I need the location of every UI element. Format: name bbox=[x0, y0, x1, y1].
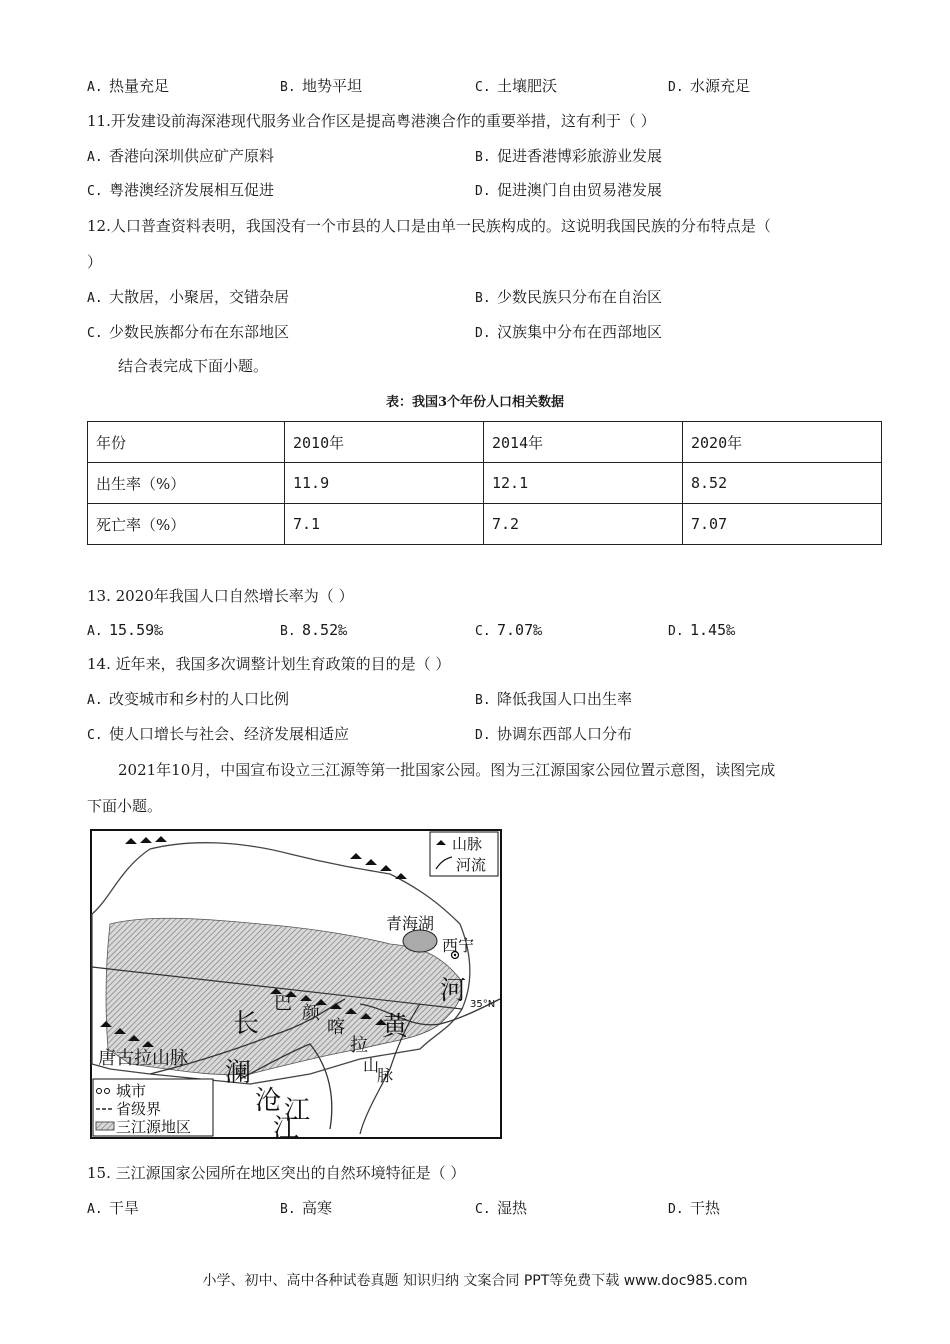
label-lancang-2: 沧 bbox=[255, 1086, 282, 1116]
q10-option-b: B. 地势平坦 bbox=[280, 77, 363, 95]
q11-option-a: A. 香港向深圳供应矿产原料 bbox=[87, 147, 275, 165]
label-bayankala: 山 bbox=[363, 1056, 380, 1075]
q10-option-d: D. 水源充足 bbox=[668, 77, 751, 95]
q11-stem: 11.开发建设前海深港现代服务业合作区是提高粤港澳合作的重要举措，这有利于（ ） bbox=[87, 112, 656, 130]
legend-region-label: 三江源地区 bbox=[116, 1118, 192, 1136]
table-caption: 表：我国3个年份人口相关数据 bbox=[385, 395, 565, 410]
q13-option-c: C. 7.07‰ bbox=[475, 621, 543, 639]
q10-option-a: A. 热量充足 bbox=[87, 77, 170, 95]
label-yangtze-2: 江 bbox=[284, 1096, 311, 1126]
label-bayankala: 颜 bbox=[302, 1003, 320, 1024]
map-intro-cont: 下面小题。 bbox=[87, 797, 163, 815]
q15-option-b: B. 高寒 bbox=[280, 1199, 333, 1217]
q12-option-c: C. 少数民族都分布在东部地区 bbox=[87, 323, 290, 341]
table-cell: 11.9 bbox=[285, 463, 484, 504]
label-xining: 西宁 bbox=[442, 936, 475, 955]
q15-option-d: D. 干热 bbox=[668, 1199, 721, 1217]
qinghai-lake bbox=[403, 930, 437, 952]
label-bayankala: 拉 bbox=[350, 1035, 368, 1056]
legend-mountain-label: 山脉 bbox=[452, 835, 483, 853]
region-legend-icon bbox=[96, 1122, 114, 1130]
header-cell: 2010年 bbox=[285, 422, 484, 463]
map-intro: 2021年10月，中国宣布设立三江源等第一批国家公园。图为三江源国家公园位置示意图，读图完成 bbox=[118, 761, 776, 779]
table-intro: 结合表完成下面小题。 bbox=[118, 357, 269, 375]
sanjiangyuan-map bbox=[90, 829, 502, 1139]
q15-stem: 15. 三江源国家公园所在地区突出的自然环境特征是（ ） bbox=[87, 1164, 466, 1182]
label-yellow-1: 黄 bbox=[382, 1012, 409, 1042]
row-label: 死亡率（%） bbox=[88, 504, 285, 545]
q12-option-b: B. 少数民族只分布在自治区 bbox=[475, 288, 663, 306]
label-yellow-2: 河 bbox=[440, 976, 467, 1006]
q14-option-d: D. 协调东西部人口分布 bbox=[475, 725, 633, 743]
label-tanggula: 唐古拉山脉 bbox=[98, 1048, 188, 1069]
q10-option-c: C. 土壤肥沃 bbox=[475, 77, 558, 95]
q14-option-c: C. 使人口增长与社会、经济发展相适应 bbox=[87, 725, 350, 743]
q15-option-c: C. 湿热 bbox=[475, 1199, 528, 1217]
q13-option-a: A. 15.59‰ bbox=[87, 621, 164, 639]
q14-stem: 14. 近年来，我国多次调整计划生育政策的目的是（ ） bbox=[87, 655, 451, 673]
label-qinghai-lake: 青海湖 bbox=[386, 914, 435, 933]
label-lancang-1: 澜 bbox=[225, 1058, 252, 1088]
q13-option-b: B. 8.52‰ bbox=[280, 621, 348, 639]
table-header-row bbox=[88, 422, 882, 463]
label-bayankala: 喀 bbox=[327, 1017, 345, 1038]
label-latitude: 35°N bbox=[470, 999, 496, 1010]
row-label: 出生率（%） bbox=[88, 463, 285, 504]
q14-option-a: A. 改变城市和乡村的人口比例 bbox=[87, 690, 290, 708]
q13-stem: 13. 2020年我国人口自然增长率为（ ） bbox=[87, 587, 354, 605]
table-cell: 7.1 bbox=[285, 504, 484, 545]
legend-river-label: 河流 bbox=[456, 856, 487, 874]
q12-stem: 12.人口普查资料表明，我国没有一个市县的人口是由单一民族构成的。这说明我国民族的分布特点是（ bbox=[87, 217, 771, 235]
table-cell: 7.07 bbox=[683, 504, 882, 545]
label-bayankala: 巴 bbox=[274, 993, 292, 1014]
q11-option-b: B. 促进香港博彩旅游业发展 bbox=[475, 147, 663, 165]
header-cell: 年份 bbox=[88, 422, 285, 463]
table-row bbox=[88, 463, 882, 504]
q11-option-c: C. 粤港澳经济发展相互促进 bbox=[87, 181, 275, 199]
table-cell: 12.1 bbox=[484, 463, 683, 504]
label-lancang-3: 江 bbox=[273, 1114, 300, 1139]
page-footer: 小学、初中、高中各种试卷真题 知识归纳 文案合同 PPT等免费下载 www.doc985.com bbox=[202, 1273, 748, 1289]
population-table bbox=[87, 421, 882, 545]
label-yangtze-1: 长 bbox=[233, 1009, 260, 1039]
header-cell: 2020年 bbox=[683, 422, 882, 463]
q15-option-a: A. 干旱 bbox=[87, 1199, 140, 1217]
q11-option-d: D. 促进澳门自由贸易港发展 bbox=[475, 181, 663, 199]
q12-option-d: D. 汉族集中分布在西部地区 bbox=[475, 323, 663, 341]
q13-option-d: D. 1.45‰ bbox=[668, 621, 736, 639]
legend-boundary-label: 省级界 bbox=[116, 1100, 162, 1118]
q14-option-b: B. 降低我国人口出生率 bbox=[475, 690, 633, 708]
q12-option-a: A. 大散居，小聚居，交错杂居 bbox=[87, 288, 290, 306]
table-row bbox=[88, 504, 882, 545]
label-bayankala: 脉 bbox=[377, 1066, 394, 1085]
header-cell: 2014年 bbox=[484, 422, 683, 463]
legend-city-label: 城市 bbox=[116, 1082, 147, 1100]
q12-stem-cont: ） bbox=[87, 253, 103, 271]
table-cell: 7.2 bbox=[484, 504, 683, 545]
table-cell: 8.52 bbox=[683, 463, 882, 504]
